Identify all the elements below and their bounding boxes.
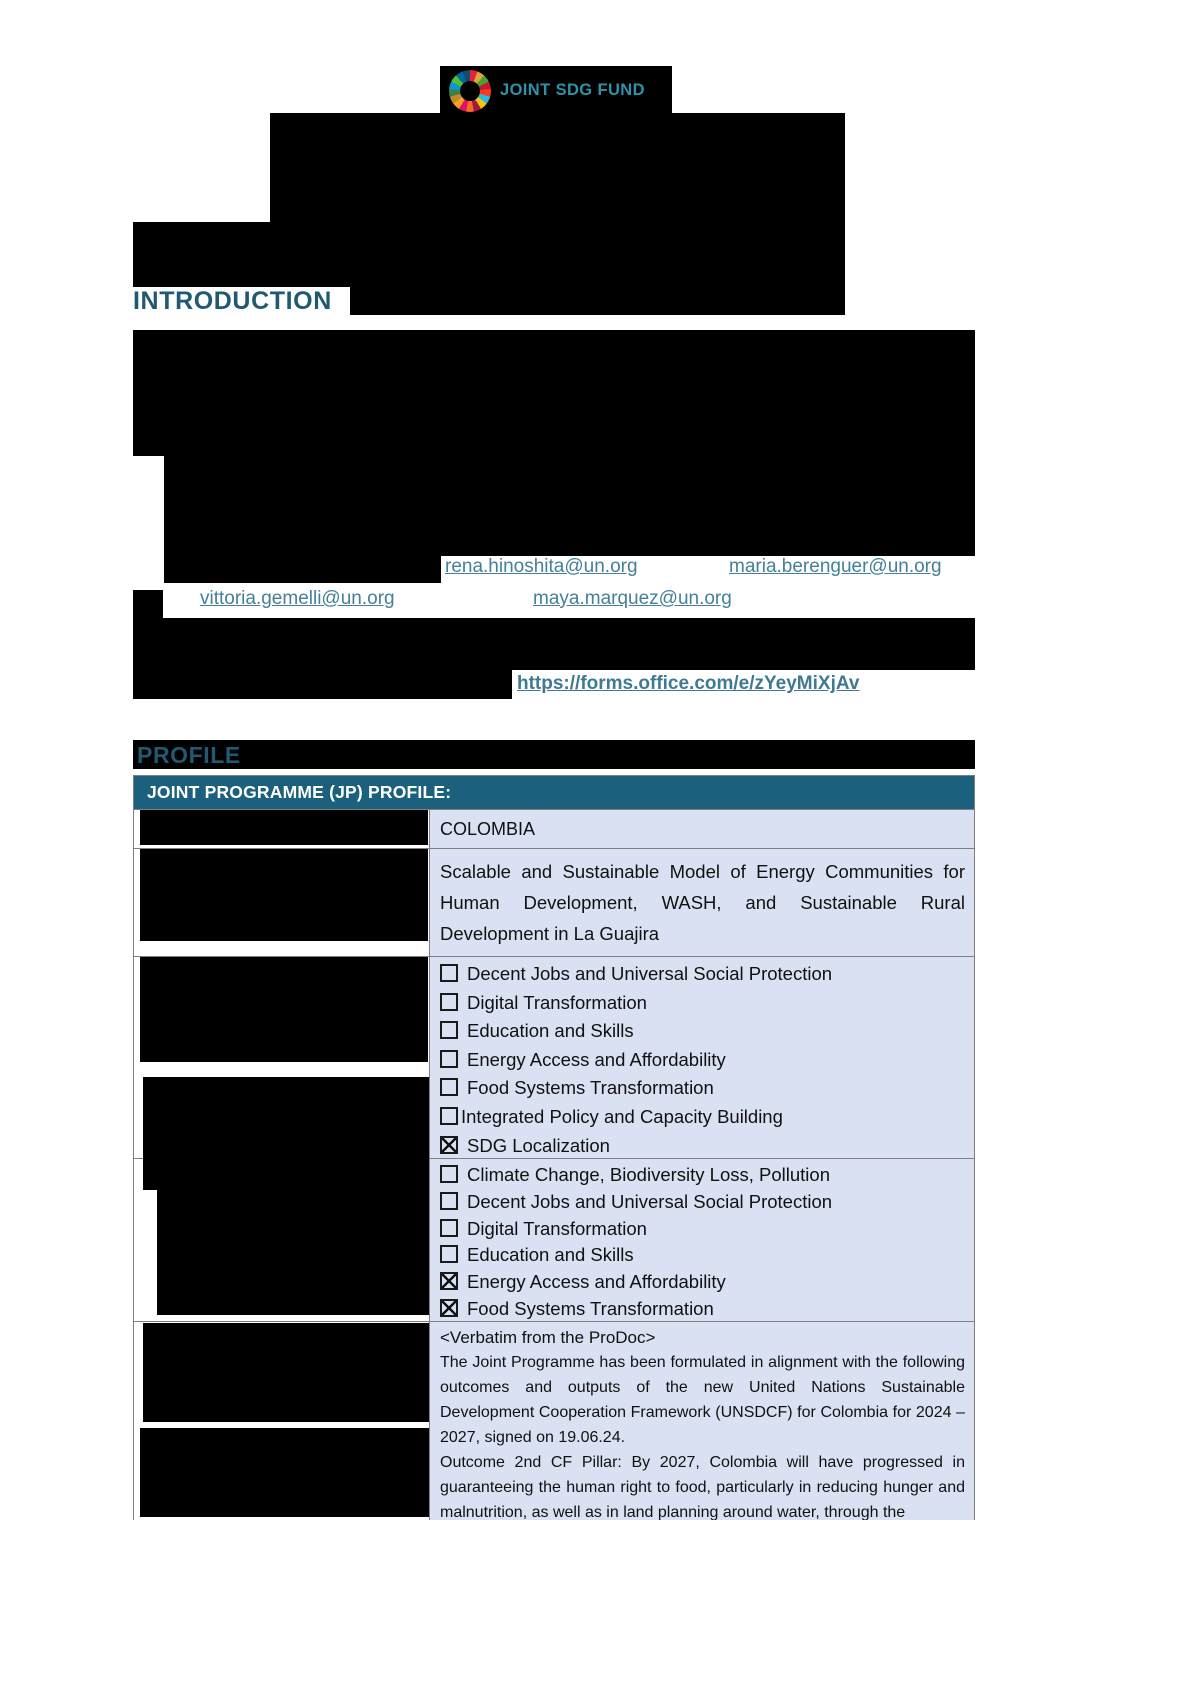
checkbox-checked-icon[interactable] [440,1272,458,1290]
checkbox-label: Food Systems Transformation [467,1297,714,1319]
checklist-2 [430,1159,974,1321]
jp-title-text: Scalable and Sustainable Model of Energy Communities for Human Development, WASH, and Sustainable Rural Development in La Guajira [440,861,965,944]
redaction-block [133,330,975,456]
alignment-paragraph-2: Outcome 2nd CF Pillar: By 2027, Colombia will have progressed in guaranteeing the human right to food, particularly in reducing hunger and malnutrition, as well as in land planning around water, through the [440,1454,965,1520]
introduction-heading: INTRODUCTION [133,287,332,315]
checkbox-label: Decent Jobs and Universal Social Protection [467,1190,833,1212]
redaction-block [133,618,975,670]
email-link-maya[interactable]: maya.marquez@un.org [533,588,732,609]
checkbox-label: Integrated Policy and Capacity Building [461,1105,783,1127]
redaction-block [143,1077,429,1190]
checkbox-label: Energy Access and Affordability [467,1048,726,1070]
email-link-rena[interactable]: rena.hinoshita@un.org [445,556,638,577]
redaction-block [164,456,975,556]
form-url-link[interactable]: https://forms.office.com/e/zYeyMiXjAv [517,673,860,694]
country-cell [430,810,974,848]
checkbox-item [440,1216,965,1243]
checkbox-label: SDG Localization [467,1134,610,1156]
profile-heading: PROFILE [137,742,241,768]
checkbox-item [440,960,965,989]
checkbox-item [440,1132,965,1158]
checkbox-label: Digital Transformation [467,1217,647,1239]
checkbox-checked-icon[interactable] [440,1136,458,1154]
checkbox-unchecked-icon[interactable] [440,1192,458,1210]
verbatim-note: <Verbatim from the ProDoc> [440,1328,656,1347]
checkbox-item [440,1242,965,1269]
redaction-block [270,113,845,222]
alignment-paragraph-1: The Joint Programme has been formulated in alignment with the following outcomes and outputs of the new United Nations Sustainable Development Cooperation Framework (UNSDCF) for Colombia for 2024 – 2027, signed on 19.06.24. [440,1354,965,1446]
redaction-block [164,556,441,583]
checkbox-unchecked-icon[interactable] [440,1219,458,1237]
checkbox-unchecked-icon[interactable] [440,1165,458,1183]
checkbox-item [440,1074,965,1103]
redaction-block [140,957,428,1062]
checkbox-item [440,1189,965,1216]
redaction-block [140,810,428,845]
checkbox-label: Decent Jobs and Universal Social Protection [467,963,833,984]
redaction-block [133,740,975,769]
redaction-block [140,1428,429,1517]
checkbox-label: Climate Change, Biodiversity Loss, Pollution [467,1164,830,1185]
checkbox-label: Education and Skills [467,1020,634,1042]
checkbox-label: Energy Access and Affordability [467,1271,726,1293]
checkbox-item [440,1296,965,1321]
checkbox-label: Digital Transformation [467,991,647,1013]
checklist-1 [430,957,974,1158]
checkbox-item [440,1269,965,1296]
redaction-block [133,590,163,618]
alignment-cell [430,1322,974,1520]
table-header-bar [134,776,974,809]
sdg-wheel-icon [449,70,491,112]
redaction-block [133,222,845,287]
redaction-block [143,1323,429,1422]
redaction-block [157,1190,429,1315]
checkbox-unchecked-icon[interactable] [440,1107,458,1125]
checkbox-item [440,1162,965,1189]
checkbox-unchecked-icon[interactable] [440,964,458,982]
checkbox-item [440,1046,965,1075]
email-link-maria[interactable]: maria.berenguer@un.org [729,556,942,577]
checkbox-checked-icon[interactable] [440,1299,458,1317]
country-value: COLOMBIA [440,818,536,839]
checkbox-item [440,1017,965,1046]
redaction-block [133,668,512,699]
checkbox-unchecked-icon[interactable] [440,1021,458,1039]
redaction-block [140,849,428,941]
checkbox-label: Education and Skills [467,1244,634,1266]
checkbox-unchecked-icon[interactable] [440,1245,458,1263]
checkbox-item [440,989,965,1018]
logo-wordmark: JOINT SDG FUND [500,81,645,99]
checkbox-unchecked-icon[interactable] [440,1050,458,1068]
jp-title-cell [430,849,974,956]
email-link-vittoria[interactable]: vittoria.gemelli@un.org [200,588,395,609]
sdg-fund-logo-block [440,66,672,115]
table-header-label: JOINT PROGRAMME (JP) PROFILE: [147,782,452,802]
redaction-block [350,287,845,315]
checkbox-label: Food Systems Transformation [467,1077,714,1099]
checkbox-unchecked-icon[interactable] [440,1078,458,1096]
checkbox-item [440,1103,965,1132]
checkbox-unchecked-icon[interactable] [440,993,458,1011]
